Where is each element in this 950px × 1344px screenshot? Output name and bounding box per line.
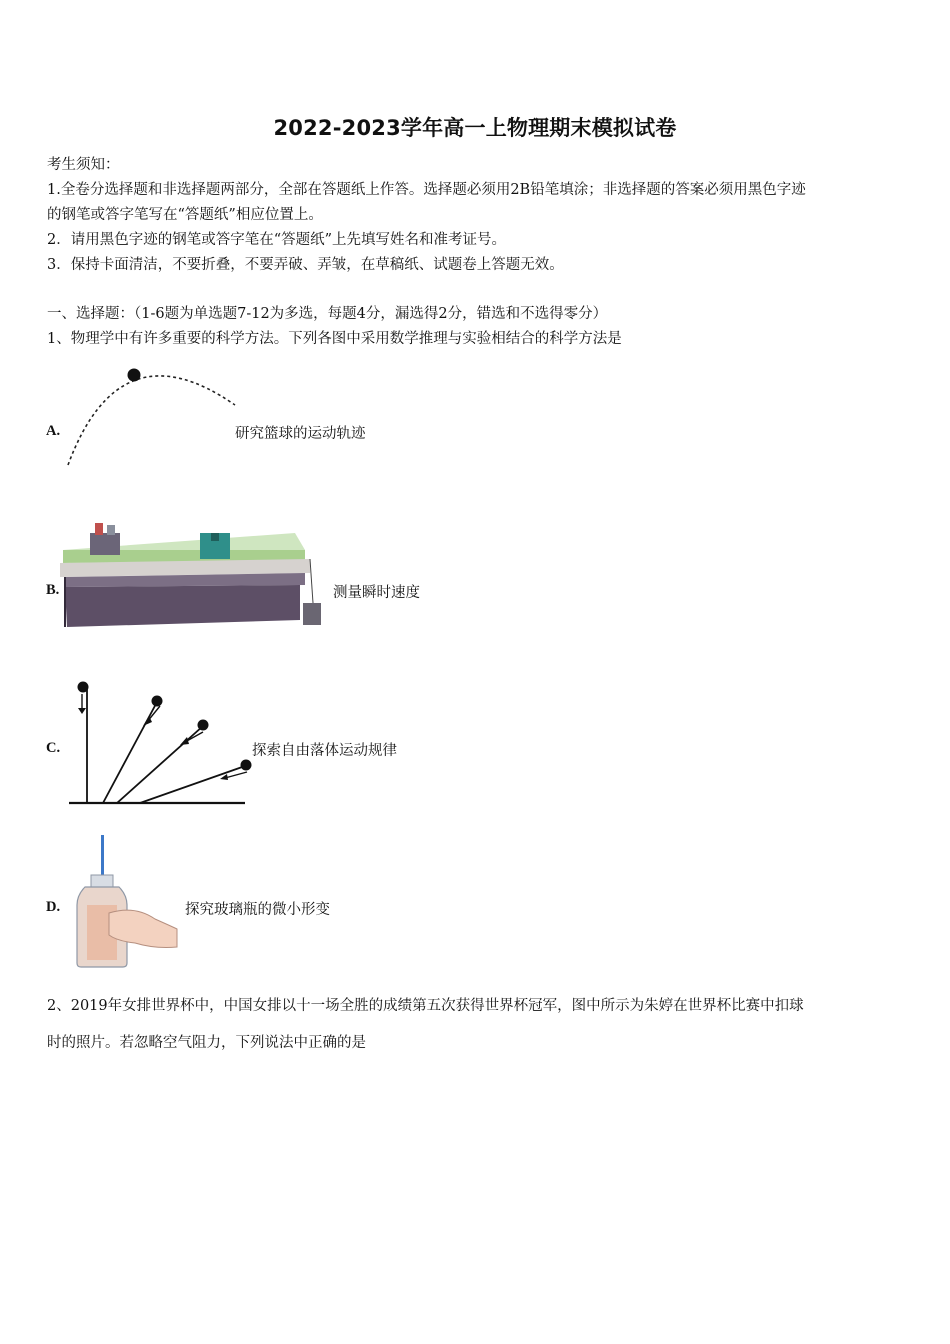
page-title: 2022-2023学年高一上物理期末模拟试卷	[273, 116, 677, 140]
glass-bottle-figure	[75, 835, 185, 970]
option-c-label: C.	[46, 740, 61, 756]
option-a-text: 研究篮球的运动轨迹	[235, 426, 366, 442]
notice-item-1: 1.全卷分选择题和非选择题两部分，全部在答题纸上作答。选择题必须用2B铅笔填涂；非选择题的答案必须用黑色字迹	[47, 182, 806, 198]
option-b-text: 测量瞬时速度	[333, 585, 420, 601]
option-b-label: B.	[46, 582, 60, 598]
notice-item-1-cont: 的钢笔或答字笔写在“答题纸”相应位置上。	[47, 207, 323, 223]
question-2-line-2: 时的照片。若忽略空气阻力，下列说法中正确的是	[47, 1035, 366, 1051]
option-c-text: 探索自由落体运动规律	[252, 743, 397, 759]
question-2-line-1: 2、2019年女排世界杯中，中国女排以十一场全胜的成绩第五次获得世界杯冠军，图中所示为朱婷在世界杯比赛中扣球	[47, 998, 804, 1014]
section-heading: 一、选择题：（1-6题为单选题7-12为多选，每题4分，漏选得2分，错选和不选得零分）	[47, 306, 608, 322]
option-a-label: A.	[46, 423, 61, 439]
notice-heading: 考生须知：	[47, 157, 120, 173]
notice-item-3: 3．保持卡面清洁，不要折叠，不要弄破、弄皱，在草稿纸、试题卷上答题无效。	[47, 257, 564, 273]
question-1-stem: 1、物理学中有许多重要的科学方法。下列各图中采用数学推理与实验相结合的科学方法是	[47, 331, 622, 347]
notice-item-2: 2．请用黑色字迹的钢笔或答字笔在“答题纸”上先填写姓名和准考证号。	[47, 232, 507, 248]
option-d-text: 探究玻璃瓶的微小形变	[185, 902, 330, 918]
option-d-label: D.	[46, 899, 61, 915]
inclined-plane-figure	[65, 680, 250, 810]
air-track-figure	[55, 515, 325, 635]
basketball-trajectory-figure	[60, 365, 250, 475]
